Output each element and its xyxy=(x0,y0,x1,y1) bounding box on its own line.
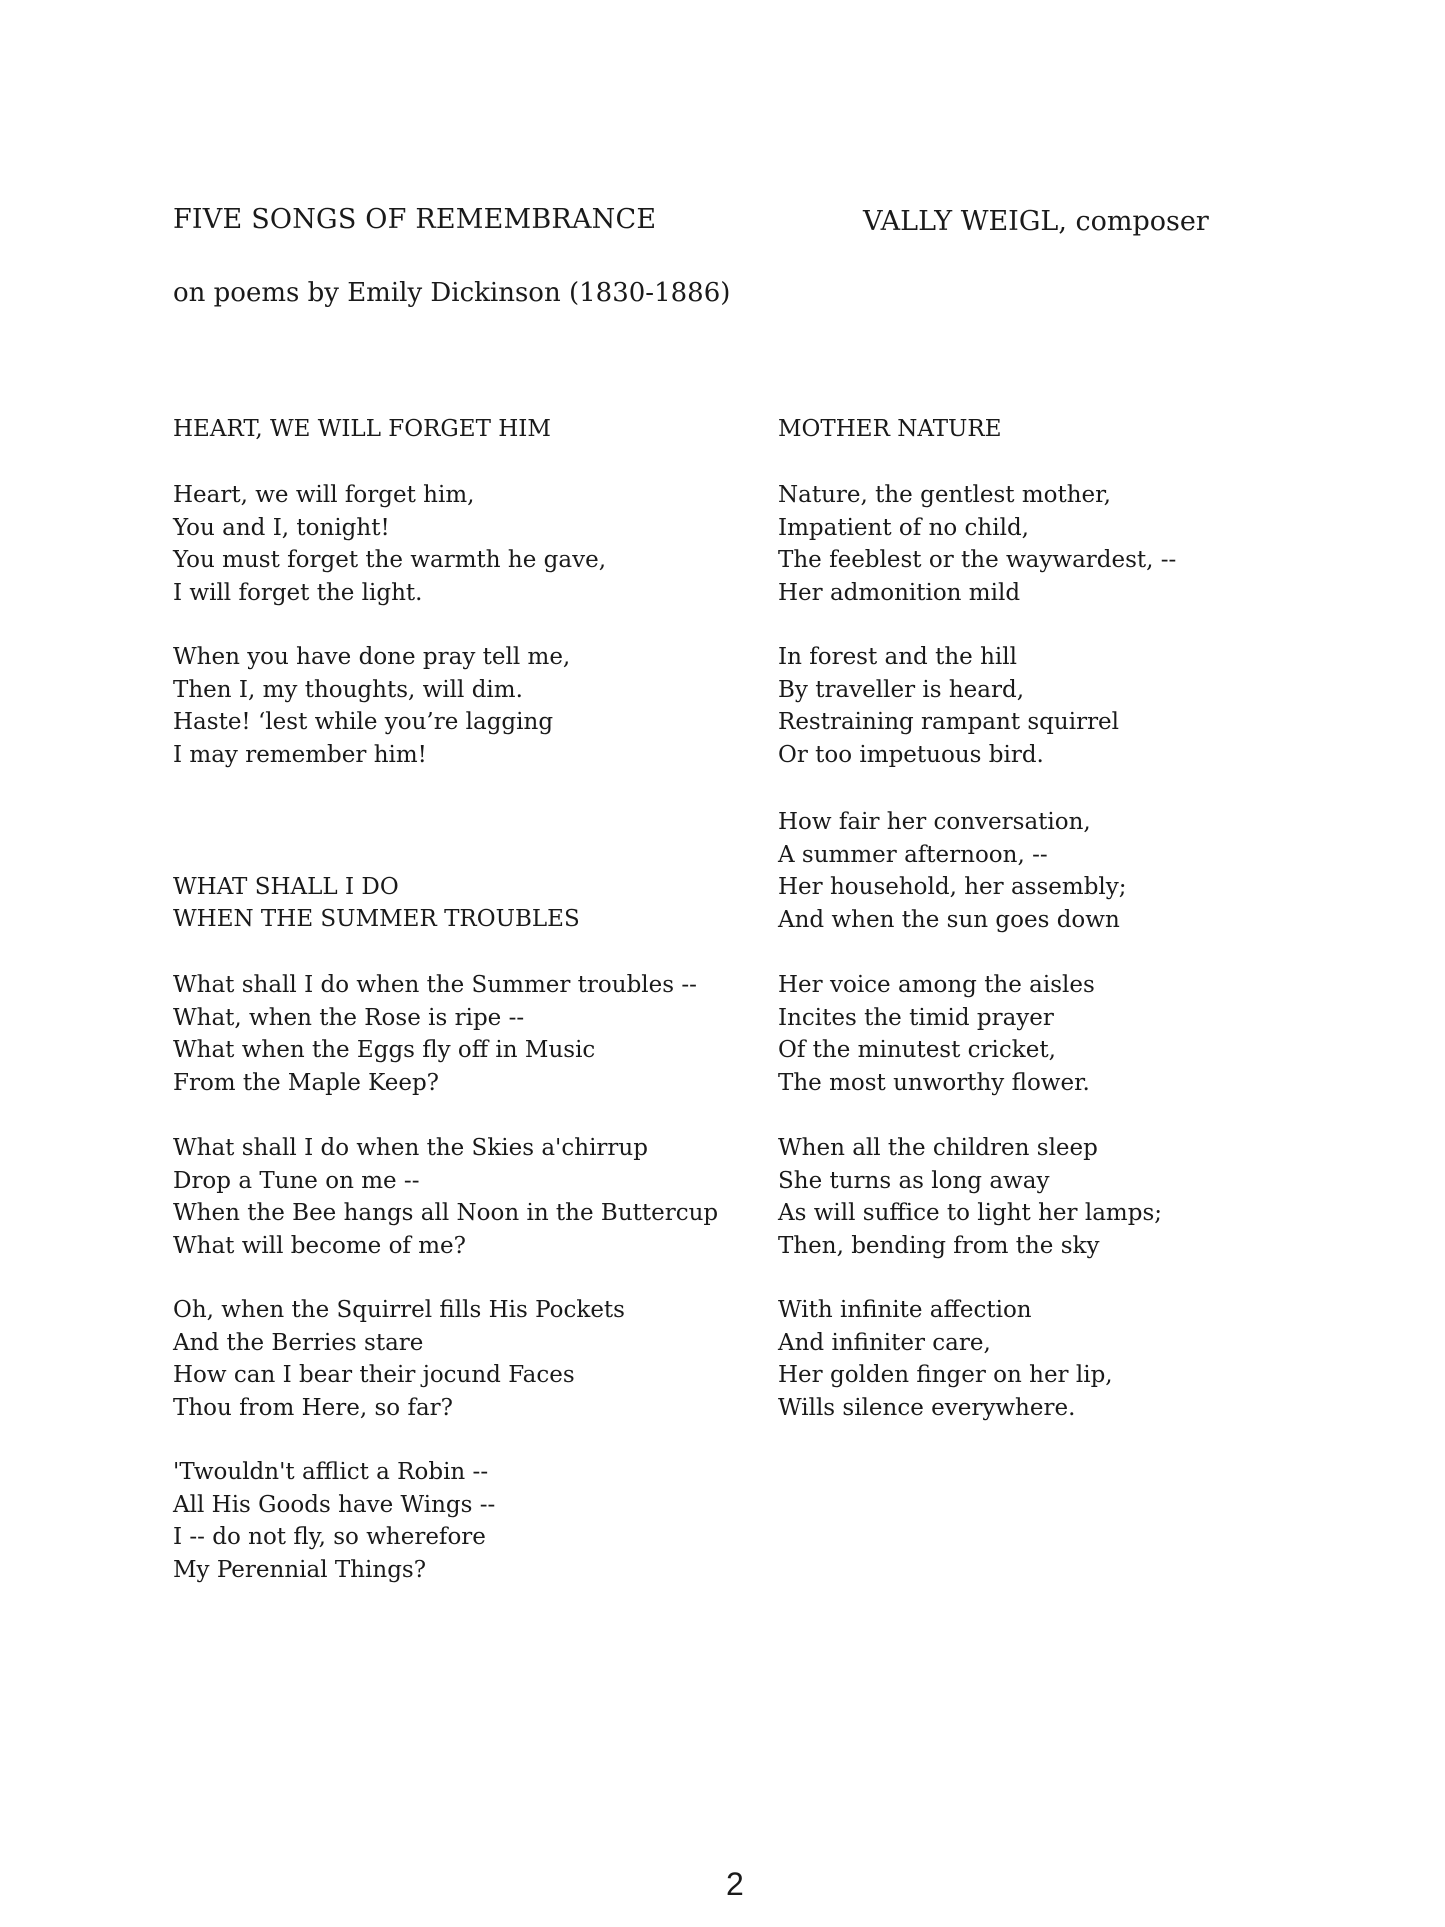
verse-line: Heart, we will forget him, xyxy=(173,482,475,508)
verse-line: And infiniter care, xyxy=(778,1329,991,1356)
stanza xyxy=(173,641,570,771)
verse-line: Then, bending from the sky xyxy=(778,1232,1100,1259)
verse-line: Thou from Here, so far? xyxy=(173,1394,454,1421)
verse-line: What shall I do when the Skies a'chirrup xyxy=(173,1135,648,1161)
verse-line: Impatient of no child, xyxy=(778,514,1029,541)
verse-line: In forest and the hill xyxy=(778,644,1017,670)
verse-line: Nature, the gentlest mother, xyxy=(778,482,1111,508)
verse-line: I will forget the light. xyxy=(173,579,423,606)
verse-line: You and I, tonight! xyxy=(173,514,390,541)
verse-line: What shall I do when the Summer troubles -- xyxy=(173,972,697,998)
poem-title-summer xyxy=(173,871,580,935)
verse-line: Incites the timid prayer xyxy=(778,1004,1054,1031)
stanza xyxy=(173,1456,495,1586)
stanza xyxy=(173,479,606,609)
stanza xyxy=(778,1132,1162,1262)
verse-line: My Perennial Things? xyxy=(173,1556,427,1583)
poem-title-line: WHAT SHALL I DO xyxy=(173,874,399,900)
verse-line: When the Bee hangs all Noon in the Buttercup xyxy=(173,1200,719,1226)
verse-line: By traveller is heard, xyxy=(778,676,1025,703)
poem-title-line: MOTHER NATURE xyxy=(778,416,1002,442)
stanza xyxy=(778,806,1127,936)
verse-line: How fair her conversation, xyxy=(778,809,1091,835)
verse-line: I may remember him! xyxy=(173,741,427,768)
stanza xyxy=(173,1294,625,1424)
poem-title-line: WHEN THE SUMMER TROUBLES xyxy=(173,906,580,932)
verse-line: A summer afternoon, -- xyxy=(778,841,1048,868)
verse-line: Her golden finger on her lip, xyxy=(778,1362,1113,1388)
stanza xyxy=(173,969,697,1099)
verse-line: The feeblest or the waywardest, -- xyxy=(778,547,1177,573)
verse-line: Drop a Tune on me -- xyxy=(173,1167,420,1194)
poem-title-mother-nature xyxy=(778,413,1002,445)
verse-line: When you have done pray tell me, xyxy=(173,644,571,670)
verse-line: What will become of me? xyxy=(173,1232,467,1259)
verse-line: Then I, my thoughts, will dim. xyxy=(173,676,523,703)
verse-line: As will suffice to light her lamps; xyxy=(778,1200,1162,1226)
verse-line: Oh, when the Squirrel fills His Pockets xyxy=(173,1297,625,1323)
verse-line: Of the minutest cricket, xyxy=(778,1037,1056,1063)
verse-line: And the Berries stare xyxy=(173,1329,424,1356)
verse-line: All His Goods have Wings -- xyxy=(173,1491,496,1518)
verse-line: And when the sun goes down xyxy=(778,906,1120,933)
poem-title-line: HEART, WE WILL FORGET HIM xyxy=(173,416,551,442)
verse-line: Restraining rampant squirrel xyxy=(778,709,1120,735)
verse-line: With infinite affection xyxy=(778,1297,1032,1323)
poem-title-heart xyxy=(173,413,551,445)
stanza xyxy=(778,969,1095,1099)
verse-line: When all the children sleep xyxy=(778,1135,1098,1161)
verse-line: Her household, her assembly; xyxy=(778,874,1127,900)
page-number: 2 xyxy=(726,1866,744,1902)
verse-line: Her admonition mild xyxy=(778,579,1021,606)
verse-line: She turns as long away xyxy=(778,1167,1050,1194)
stanza xyxy=(173,1132,718,1262)
verse-line: How can I bear their jocund Faces xyxy=(173,1362,575,1388)
document-title: FIVE SONGS OF REMEMBRANCE xyxy=(173,204,657,235)
verse-line: Or too impetuous bird. xyxy=(778,741,1044,768)
stanza xyxy=(778,641,1119,771)
verse-line: Her voice among the aisles xyxy=(778,972,1095,998)
verse-line: You must forget the warmth he gave, xyxy=(173,547,607,573)
verse-line: The most unworthy flower. xyxy=(778,1069,1090,1096)
verse-line: What when the Eggs fly off in Music xyxy=(173,1037,596,1063)
stanza xyxy=(778,1294,1113,1424)
document-subtitle: on poems by Emily Dickinson (1830-1886) xyxy=(173,278,731,308)
verse-line: Wills silence everywhere. xyxy=(778,1394,1076,1421)
verse-line: What, when the Rose is ripe -- xyxy=(173,1004,525,1031)
verse-line: I -- do not fly, so wherefore xyxy=(173,1524,486,1550)
verse-line: From the Maple Keep? xyxy=(173,1069,440,1096)
composer-credit: VALLY WEIGL, composer xyxy=(863,206,1209,237)
verse-line: Haste! ‘lest while you’re lagging xyxy=(173,709,554,735)
verse-line: 'Twouldn't afflict a Robin -- xyxy=(173,1459,489,1485)
stanza xyxy=(778,479,1176,609)
